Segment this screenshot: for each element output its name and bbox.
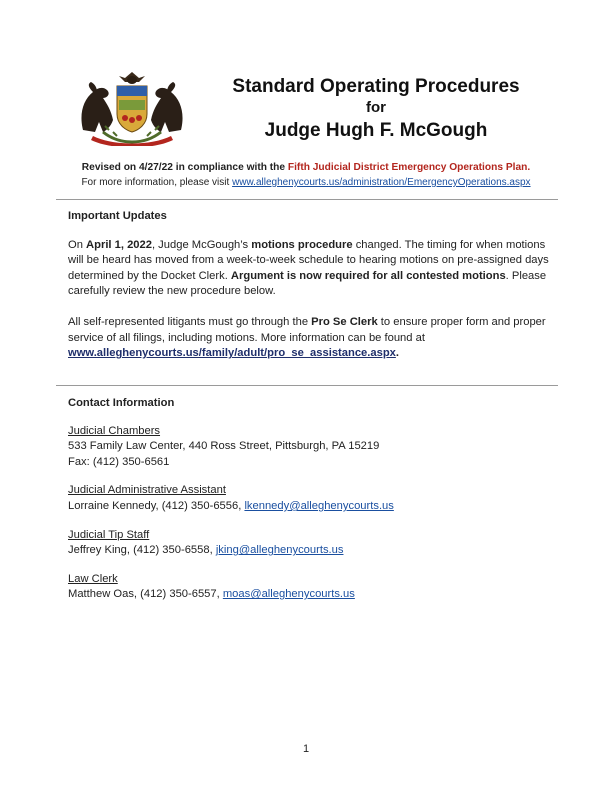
- tip-staff-details: [68, 543, 550, 559]
- more-info-line: [0, 177, 612, 188]
- admin-assistant-details: [68, 499, 550, 515]
- law-clerk-label: Law Clerk: [68, 572, 118, 585]
- divider-top: [56, 199, 558, 200]
- pro-se-clerk-emphasis: Pro Se Clerk: [311, 315, 378, 328]
- page-number: 1: [302, 743, 310, 755]
- pennsylvania-coat-of-arms-icon: [73, 70, 191, 146]
- pro-se-paragraph: [68, 315, 550, 362]
- emergency-operations-link[interactable]: www.alleghenycourts.us/administration/EmergencyOperations.aspx: [232, 177, 531, 188]
- p1-text-g: . Please carefully review the new procedure below.: [68, 269, 547, 298]
- argument-required-emphasis: Argument is now required for all contested motions: [230, 269, 506, 282]
- tip-staff-block: [68, 528, 550, 559]
- more-info-text: For more information, please visit: [81, 177, 233, 188]
- revision-period: .: [527, 162, 531, 173]
- p2-text-c: to ensure proper form and proper service of all filings, including motions. More information can be found at: [68, 315, 546, 344]
- chambers-label: Judicial Chambers: [68, 424, 161, 437]
- pro-se-assistance-link[interactable]: www.alleghenycourts.us/family/adult/pro_se_assistance.aspx: [68, 347, 396, 360]
- emergency-plan-name: Fifth Judicial District Emergency Operations Plan: [287, 162, 528, 173]
- revision-notice: [0, 162, 612, 173]
- admin-assistant-label: Judicial Administrative Assistant: [68, 484, 226, 497]
- tip-staff-email-link[interactable]: jking@alleghenycourts.us: [215, 544, 344, 557]
- revision-text: Revised on 4/27/22 in compliance with the: [81, 162, 288, 173]
- law-clerk-text: Matthew Oas, (412) 350-6557,: [68, 588, 223, 601]
- contact-information-heading: Contact Information: [68, 397, 175, 409]
- chambers-fax: Fax: (412) 350-6561: [68, 455, 170, 468]
- important-updates-heading: Important Updates: [68, 210, 167, 222]
- motions-update-paragraph: [68, 238, 550, 300]
- admin-assistant-text: Lorraine Kennedy, (412) 350-6556,: [68, 499, 245, 512]
- p2-text-a: All self-represented litigants must go through the: [68, 315, 312, 328]
- chambers-address: 533 Family Law Center, 440 Ross Street, Pittsburgh, PA 15219: [68, 440, 380, 453]
- tip-staff-text: Jeffrey King, (412) 350-6558,: [68, 544, 216, 557]
- chambers-block: [68, 424, 550, 471]
- p1-text-a: On: [68, 238, 87, 251]
- admin-assistant-email-link[interactable]: lkennedy@alleghenycourts.us: [244, 499, 394, 512]
- judge-name: Judge Hugh F. McGough: [264, 120, 488, 141]
- law-clerk-details: [68, 587, 550, 603]
- admin-assistant-block: [68, 483, 550, 514]
- important-updates-section: [68, 209, 550, 362]
- p2-period: .: [395, 347, 399, 360]
- page-title: Standard Operating Procedures: [232, 76, 520, 97]
- update-date: April 1, 2022: [86, 238, 152, 251]
- motions-procedure-emphasis: motions procedure: [251, 238, 353, 251]
- law-clerk-block: [68, 572, 550, 603]
- p1-text-e: changed. The timing for when motions will be heard has moved from a week-to-week schedule to hearing motions on pre-assigned days determined by the Docket Clerk.: [68, 238, 549, 282]
- title-for: for: [366, 99, 386, 116]
- divider-middle: [56, 385, 558, 386]
- p1-text-c: , Judge McGough’s: [151, 238, 252, 251]
- contact-information-section: [68, 396, 550, 603]
- tip-staff-label: Judicial Tip Staff: [68, 528, 150, 541]
- law-clerk-email-link[interactable]: moas@alleghenycourts.us: [222, 588, 355, 601]
